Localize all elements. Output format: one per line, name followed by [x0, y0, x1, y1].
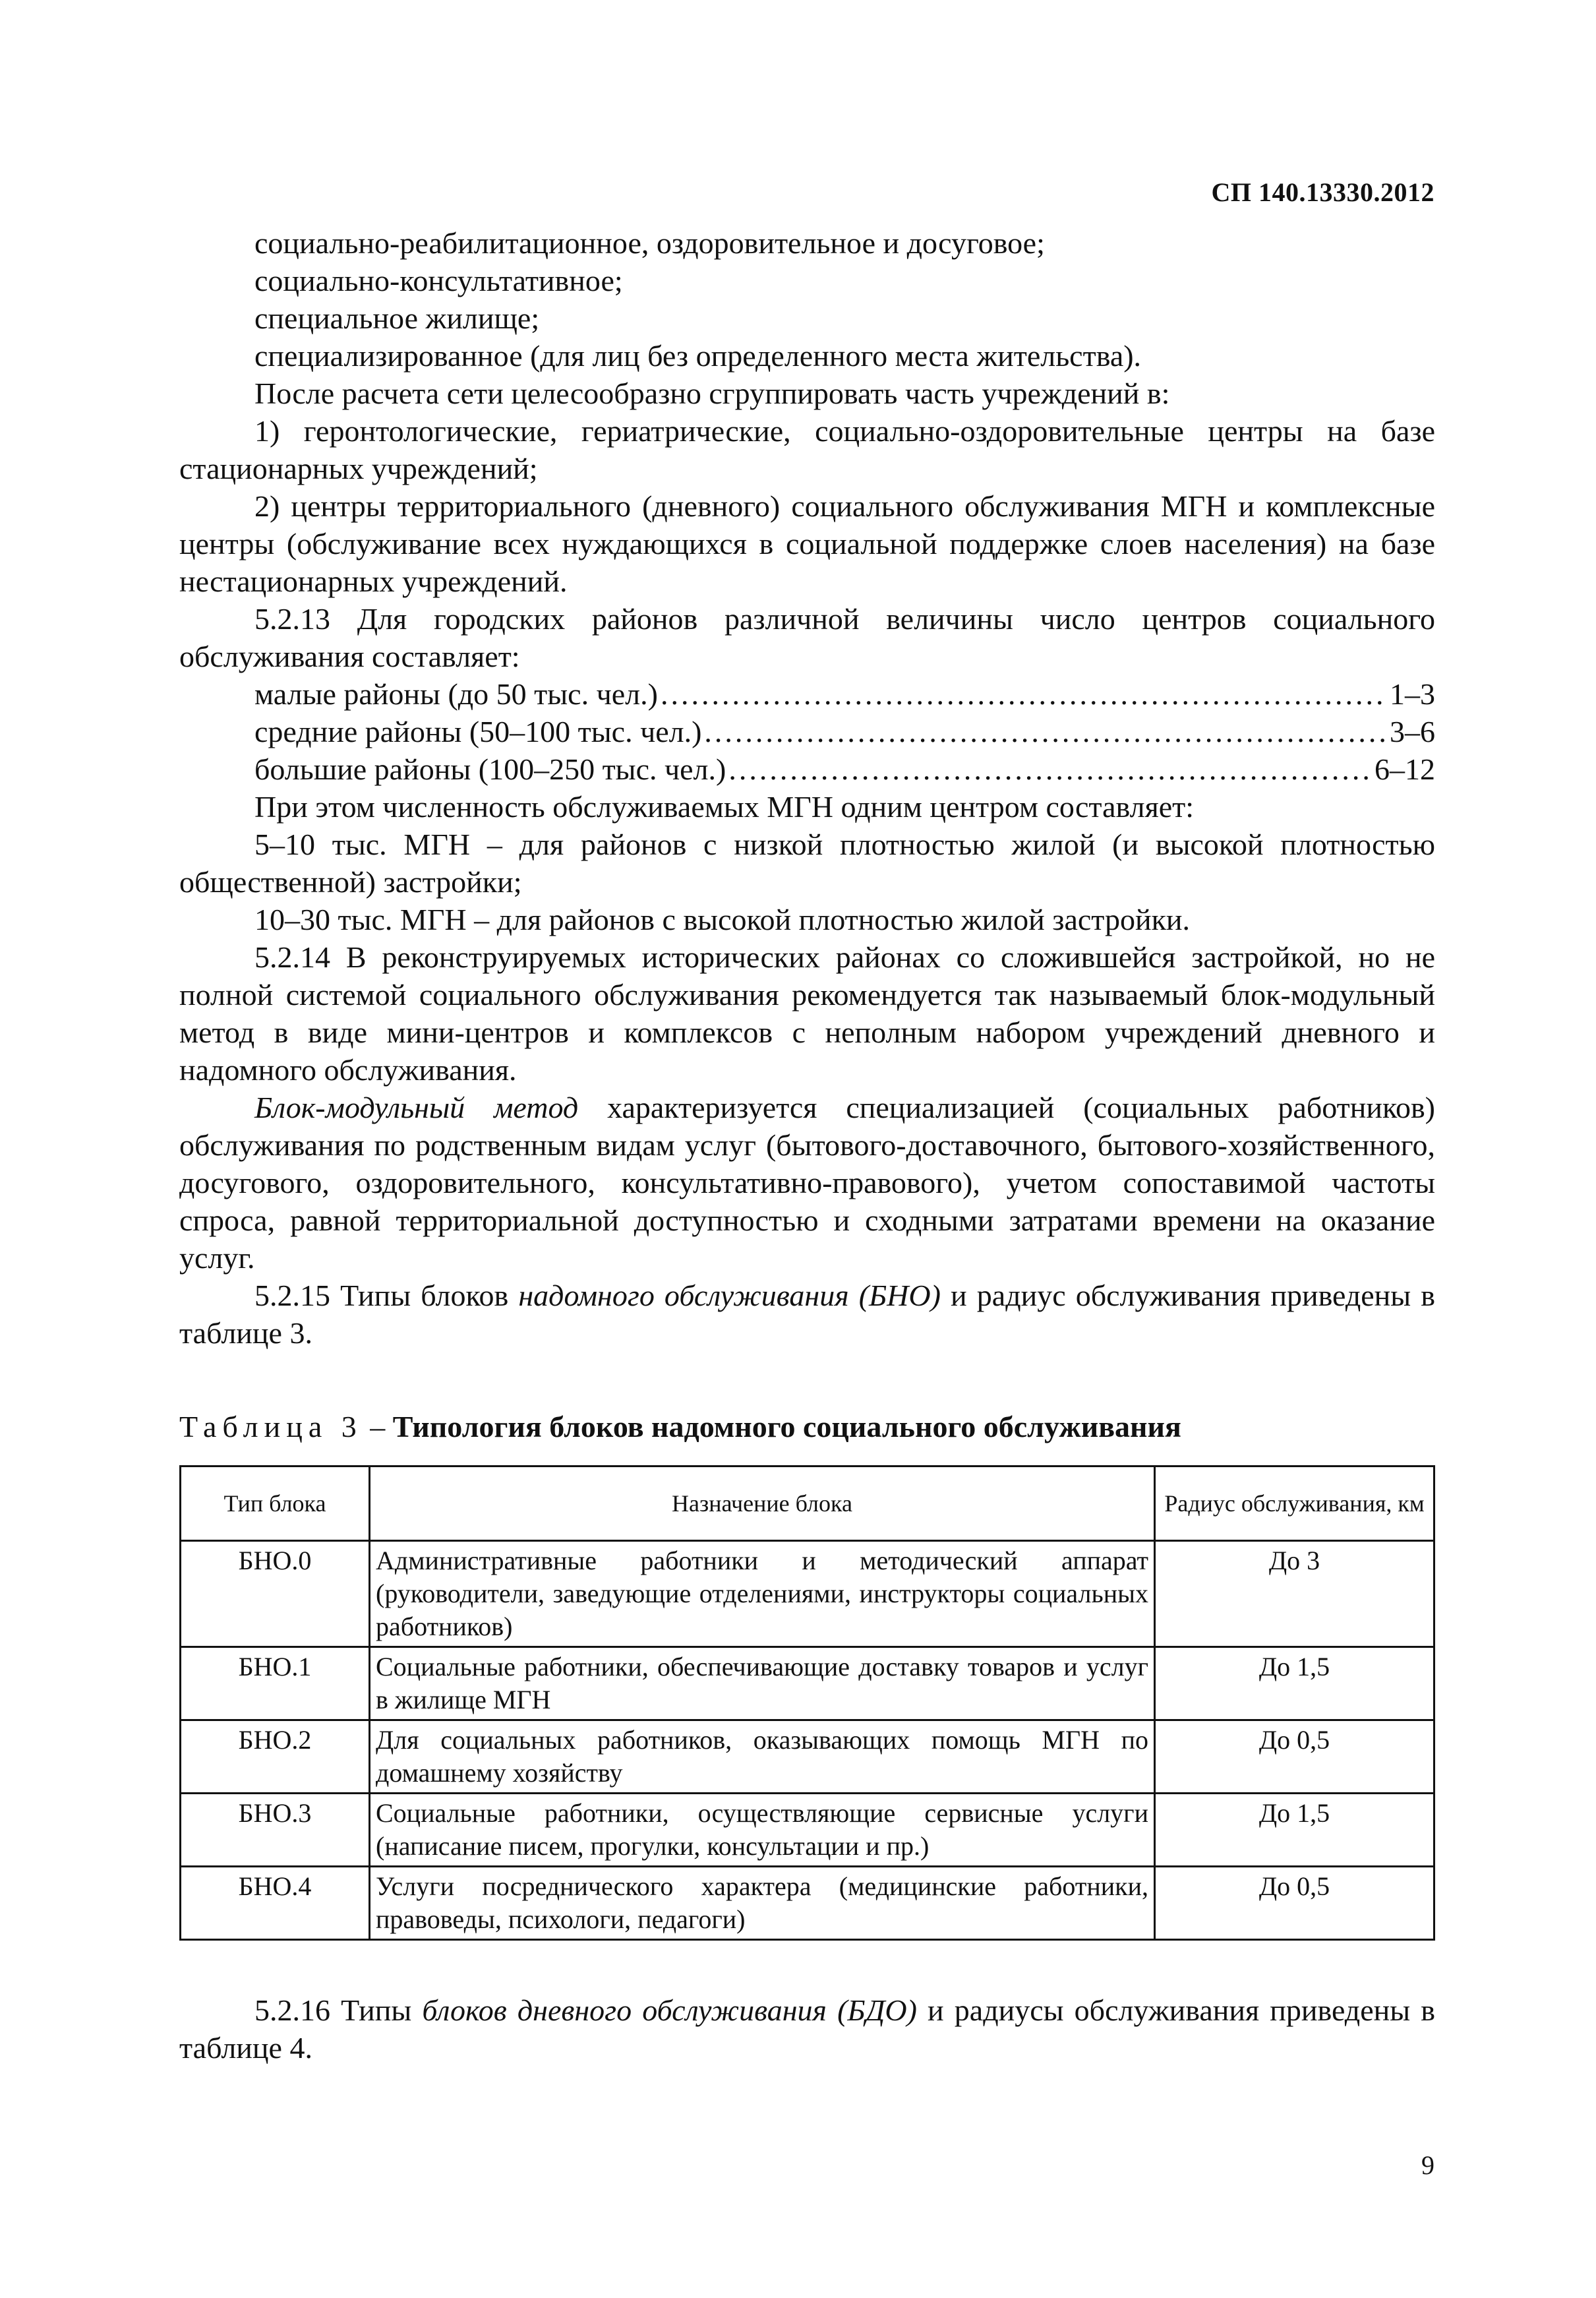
document-code: СП 140.13330.2012 — [1211, 177, 1434, 207]
table-caption-title: Типология блоков надомного социального обслуживания — [392, 1410, 1181, 1443]
district-list-item — [179, 750, 1435, 788]
paragraph: 5–10 тыс. МГН – для районов с низкой плотностью жилой (и высокой плотностью общественной) застройки; — [179, 828, 1435, 899]
district-list-item — [179, 675, 1435, 713]
para-5-2-15-pre: 5.2.15 Типы блоков — [254, 1279, 519, 1312]
cell-service-radius: До 3 — [1155, 1541, 1434, 1647]
district-label: средние районы (50–100 тыс. чел.) — [254, 715, 702, 748]
page-number: 9 — [1421, 2150, 1434, 2180]
paragraph: специализированное (для лиц без определенного места жительства). — [254, 339, 1142, 373]
paragraph-5-2-14: 5.2.14 В реконструируемых исторических районах со сложившейся застройкой, но не полной системой социального обслуживания рекомендуется так называемый блок-модульный метод в виде мини-центров и комплексов с неполным набором учреждений дневного и надомного обслуживания. — [179, 940, 1435, 1087]
paragraph-5-2-15 — [179, 1277, 1435, 1352]
closing-text — [179, 1991, 1435, 2067]
paragraph: 1) геронтологические, гериатрические, социально-оздоровительные центры на базе стационарных учреждений; — [179, 414, 1435, 485]
paragraph-5-2-16 — [179, 1991, 1435, 2067]
district-label: малые районы (до 50 тыс. чел.) — [254, 677, 658, 711]
cell-service-radius: До 0,5 — [1155, 1867, 1434, 1940]
cell-service-radius: До 1,5 — [1155, 1647, 1434, 1720]
paragraph-5-2-13: 5.2.13 Для городских районов различной величины число центров социального обслуживания составляет: — [179, 602, 1435, 673]
header-block-type: Тип блока — [181, 1466, 370, 1541]
district-list-item — [179, 713, 1435, 750]
cell-service-radius: До 0,5 — [1155, 1720, 1434, 1794]
header-service-radius: Радиус обслуживания, км — [1155, 1466, 1434, 1541]
cell-block-type: БНО.4 — [181, 1867, 370, 1940]
dot-leader — [728, 750, 1372, 788]
term-bno: надомного обслуживания (БНО) — [518, 1279, 941, 1312]
cell-block-type: БНО.3 — [181, 1794, 370, 1867]
table-row — [181, 1867, 1434, 1940]
table-row — [181, 1647, 1434, 1720]
table-caption-label: Таблица 3 — [179, 1410, 363, 1443]
header-block-purpose: Назначение блока — [370, 1466, 1155, 1541]
paragraph: 2) центры территориального (дневного) социального обслуживания МГН и комплексные центры (обслуживание всех нуждающихся в социальной поддержке слоев населения) на базе нестационарных учреждений. — [179, 489, 1435, 598]
paragraph-block-method — [179, 1089, 1435, 1277]
paragraph: специальное жилище; — [254, 301, 540, 335]
table-row — [181, 1794, 1434, 1867]
dot-leader — [704, 713, 1387, 750]
cell-block-type: БНО.2 — [181, 1720, 370, 1794]
district-value: 6–12 — [1374, 752, 1435, 786]
cell-service-radius: До 1,5 — [1155, 1794, 1434, 1867]
table-header-row — [181, 1466, 1434, 1541]
paragraph: социально-консультативное; — [254, 264, 623, 297]
term-bdo: блоков дневного обслуживания (БДО) — [422, 1993, 917, 2027]
cell-block-type: БНО.0 — [181, 1541, 370, 1647]
term-block-method: Блок-модульный метод — [254, 1091, 579, 1124]
paragraph: При этом численность обслуживаемых МГН одним центром составляет: — [254, 790, 1195, 824]
paragraph: социально-реабилитационное, оздоровительное и досуговое; — [254, 226, 1045, 260]
table-caption — [179, 1408, 1435, 1445]
cell-block-purpose: Социальные работники, обеспечивающие доставку товаров и услуг в жилище МГН — [370, 1647, 1155, 1720]
cell-block-purpose: Социальные работники, осуществляющие сервисные услуги (написание писем, прогулки, консультации и пр.) — [370, 1794, 1155, 1867]
table-caption-dash: – — [362, 1410, 393, 1443]
para-5-2-16-post: и радиусы обслуживания приведены в таблице 4. — [179, 1993, 1436, 2065]
paragraph: После расчета сети целесообразно сгруппировать часть учреждений в: — [254, 377, 1170, 410]
body-text — [179, 224, 1435, 1352]
district-value: 1–3 — [1390, 677, 1435, 711]
cell-block-purpose: Для социальных работников, оказывающих помощь МГН по домашнему хозяйству — [370, 1720, 1155, 1794]
table-row — [181, 1720, 1434, 1794]
cell-block-purpose: Административные работники и методический аппарат (руководители, заведующие отделениями, инструкторы социальных работников) — [370, 1541, 1155, 1647]
para-5-2-16-pre: 5.2.16 Типы — [254, 1993, 423, 2027]
table-3 — [179, 1465, 1435, 1941]
cell-block-purpose: Услуги посреднического характера (медицинские работники, правоведы, психологи, педагоги) — [370, 1867, 1155, 1940]
para-5-2-15-post: и радиус обслуживания приведены в таблице 3. — [179, 1279, 1435, 1350]
district-value: 3–6 — [1390, 715, 1435, 748]
table-row — [181, 1541, 1434, 1647]
dot-leader — [661, 675, 1387, 713]
paragraph: 10–30 тыс. МГН – для районов с высокой плотностью жилой застройки. — [254, 903, 1191, 936]
block-method-text: характеризуется специализацией (социальных работников) обслуживания по родственным видам услуг (бытового-доставочного, бытового-хозяйственного, досугового, оздоровительного, консультативно-правового), учетом сопоставимой частоты спроса, равной территориальной доступностью и сходными затратами времени на оказание услуг. — [179, 1091, 1436, 1275]
cell-block-type: БНО.1 — [181, 1647, 370, 1720]
district-label: большие районы (100–250 тыс. чел.) — [254, 752, 726, 786]
